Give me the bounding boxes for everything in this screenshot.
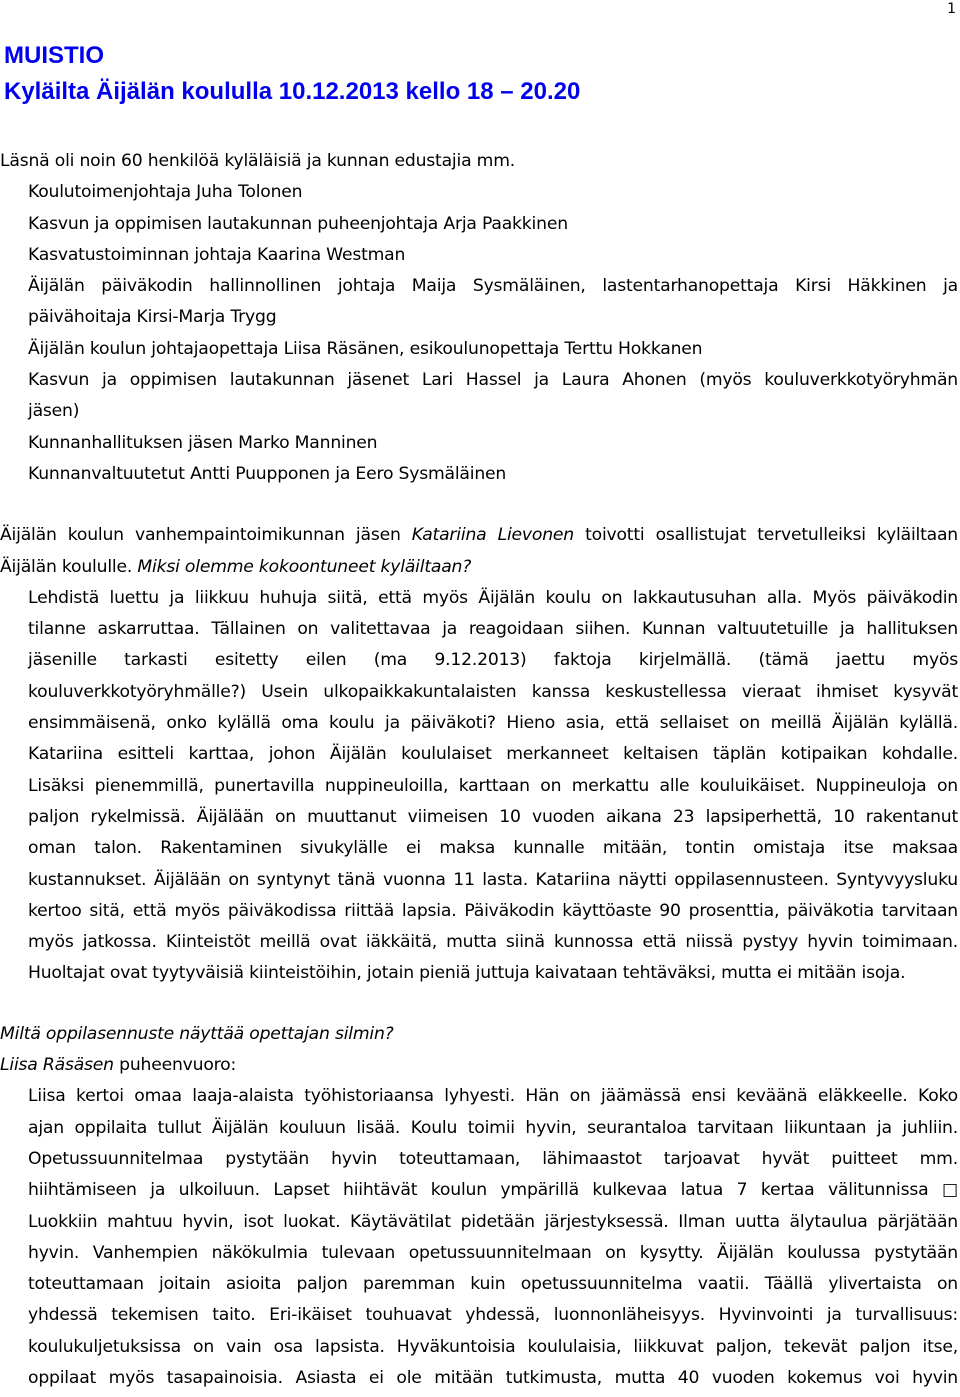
attendee-line: Koulutoimenjohtaja Juha Tolonen — [28, 182, 303, 203]
attendee-line: päivähoitaja Kirsi-Marja Trygg — [28, 307, 277, 328]
attendees-section — [0, 146, 958, 490]
paragraph-line: Lisäksi pienemmillä, punertavilla nuppineuloilla, karttaan on merkattu alle kouluikäiset. Nuppineuloja on — [28, 775, 958, 796]
attendee-line: Kunnanhallituksen jäsen Marko Manninen — [28, 432, 378, 453]
paragraph-line: yhdessä tekemisen taito. Eri-ikäiset touhuavat yhdessä, luonnonläheisyys. Hyvinvointi ja turvallisuus: — [28, 1305, 958, 1326]
welcome-text-2: Äijälän koululle. — [0, 556, 138, 577]
title-event: Kyläilta Äijälän koululla 10.12.2013 kello 18 – 20.20 — [4, 78, 581, 105]
paragraph-line: ajan oppilaita tullut Äijälän kouluun lisää. Koulu toimii hyvin, seurantaloa tarvitaan liikuntaan ja juhliin. — [28, 1117, 958, 1138]
page-number: 1 — [947, 1, 956, 17]
paragraph-line: koulukuljetuksissa on vain osa lapsista. Hyväkuntoisia koululaisia, liikkuvat paljon, tekevät paljon itse, — [28, 1336, 958, 1357]
attendees-intro: Läsnä oli noin 60 henkilöä kyläläisiä ja kunnan edustajia mm. — [0, 151, 516, 171]
speaker-label: puheenvuoro: — [113, 1055, 237, 1076]
paragraph-line: ensimmäisenä, onko kylällä oma koulu ja päiväkoti? Hieno asia, että sellaiset on meillä Äijälän kylällä. — [28, 713, 958, 734]
paragraph-line: Liisa kertoi omaa laaja-alaista työhistoriaansa lyhyesti. Hän on jäämässä ensi keväänä eläkkeelle. Koko — [28, 1086, 958, 1107]
welcome-text-post: toivotti osallistujat tervetulleiksi kyläiltaan — [573, 525, 958, 546]
document-title — [4, 38, 944, 110]
paragraph-line: toteuttamaan joitain asioita paljon paremman kuin opetussuunnitelma vaatii. Täällä ylivertaista on — [28, 1274, 958, 1295]
paragraph-line: oman talon. Rakentaminen sivukylälle ei maksa kunnalle mitään, tontin omistaja itse maksaa — [28, 838, 958, 859]
paragraph-line: Opetussuunnitelmaa pystytään hyvin toteuttamaan, lähimaastot tarjoavat hyvät puitteet mm. — [28, 1148, 958, 1169]
title-memo: MUISTIO — [4, 42, 104, 69]
paragraph-line: oppilaat myös tasapainoisia. Asiasta ei ole mitään tutkimusta, mutta 40 vuoden kokemus voi hyvin — [28, 1367, 958, 1388]
section-question-2: Miltä oppilasennuste näyttää opettajan silmin? — [0, 1023, 394, 1044]
attendee-line: Kunnanvaltuutetut Antti Puupponen ja Eero Sysmäläinen — [28, 463, 507, 484]
speaker-name: Liisa Räsäsen — [0, 1055, 114, 1076]
speaker-line — [0, 1050, 958, 1081]
welcome-paragraph — [0, 520, 958, 583]
paragraph-line: Luokkiin mahtuu hyvin, isot luokat. Käytävätilat pidetään järjestyksessä. Ilman uutta älytaulua pärjätään — [28, 1211, 958, 1232]
attendee-line: Äijälän päiväkodin hallinnollinen johtaja Maija Sysmäläinen, lastentarhanopettaja Kirsi Häkkinen ja — [28, 276, 958, 297]
paragraph-line: myös jatkossa. Kiinteistöt meillä ovat iäkkäitä, mutta siinä kunnossa että niissä pystyy hyvin toimimaan. — [28, 932, 958, 953]
paragraph-line: tilanne askarruttaa. Tällainen on valitettavaa ja reagoidaan siihen. Kunnan valtuutetuille ja hallituksen — [28, 619, 958, 640]
paragraph-line: kustannukset. Äijälään on syntynyt tänä vuonna 11 lasta. Katariina näytti oppilasennusteen. Syntyvyysluku — [28, 869, 958, 890]
paragraph-line: kouluverkkotyöryhmälle?) Usein ulkopaikkakuntalaisten kanssa keskustellessa vieraat ihmiset kysyvät — [28, 681, 958, 702]
section-question-1: Miksi olemme kokoontuneet kyläiltaan? — [137, 556, 472, 577]
welcome-text-pre: Äijälän koulun vanhempaintoimikunnan jäsen — [0, 525, 412, 546]
paragraph-line: Lehdistä luettu ja liikkuu huhuja siitä, että myös Äijälän koulu on lakkautusuhan alla. Myös päiväkodin — [28, 587, 958, 608]
paragraph-line: jäsenille tarkasti esitetty eilen (ma 9.12.2013) faktoja kirjelmällä. (tämä jaettu myös — [28, 650, 958, 671]
paragraph-line: paljon rykelmissä. Äijälään on muuttanut viimeisen 10 vuoden aikana 23 lapsiperhettä, 10 rakentanut — [28, 806, 958, 827]
paragraph-line: kertoo sitä, että myös päiväkodissa riittää lapsia. Päiväkodin käyttöaste 90 prosenttia, päiväkotia tarvitaan — [28, 900, 958, 921]
attendee-line: Kasvatustoiminnan johtaja Kaarina Westman — [28, 244, 406, 265]
paragraph-line: hyvin. Vanhempien näkökulmia tulevaan opetussuunnitelmaan on kysytty. Äijälän koulussa pystytään — [28, 1242, 958, 1263]
paragraph-line: Katariina esitteli karttaa, johon Äijälän koululaiset merkanneet keltaisen täplän kotipaikan kohdalle. — [28, 744, 958, 765]
section-2-paragraph — [0, 1081, 958, 1394]
section-2-heading — [0, 1019, 958, 1082]
attendee-line: Kasvun ja oppimisen lautakunnan jäsenet Lari Hassel ja Laura Ahonen (myös kouluverkkotyöryhmän — [28, 370, 958, 391]
attendee-line: jäsen) — [28, 401, 80, 422]
paragraph-line: hiihtämiseen ja ulkoiluun. Lapset hiihtävät koulun ympärillä kulkevaa latua 7 kertaa välitunnissa □ — [28, 1180, 958, 1201]
welcome-line-1 — [0, 520, 958, 551]
attendee-line: Kasvun ja oppimisen lautakunnan puheenjohtaja Arja Paakkinen — [28, 213, 568, 234]
paragraph-line: Huoltajat ovat tyytyväisiä kiinteistöihin, jotain pieniä juttuja kaivataan tehtäväksi, mutta ei mitään isoja. — [28, 963, 906, 984]
welcome-line-2 — [0, 552, 958, 583]
attendee-line: Äijälän koulun johtajaopettaja Liisa Räsänen, esikoulunopettaja Terttu Hokkanen — [28, 338, 703, 359]
section-1-paragraph — [0, 583, 958, 990]
document-body — [0, 146, 958, 1394]
welcome-speaker: Katariina Lievonen — [411, 525, 574, 546]
